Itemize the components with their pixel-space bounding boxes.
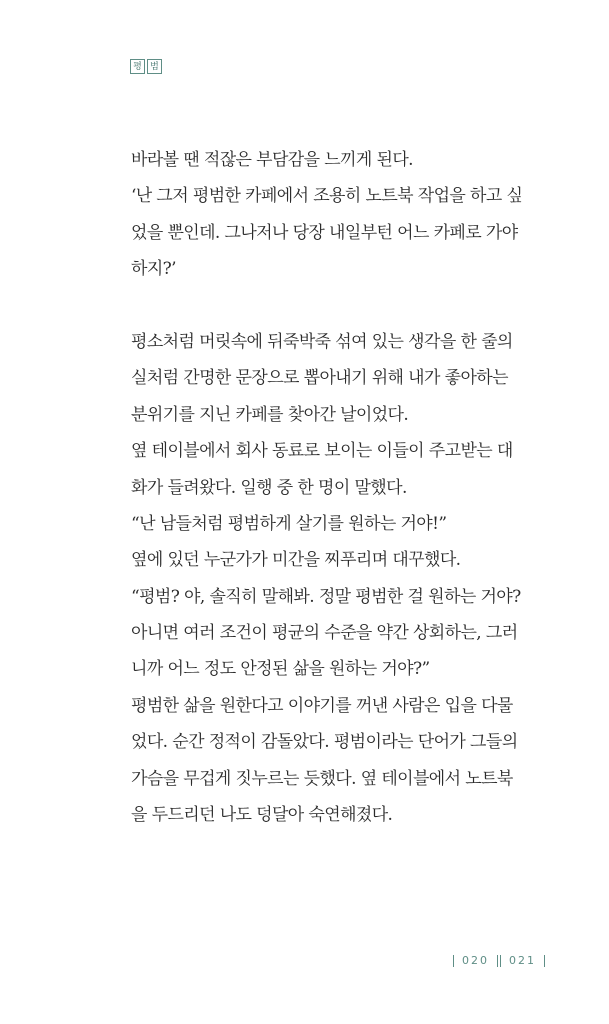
text-line: 옆 테이블에서 회사 동료로 보이는 이들이 주고받는 대	[131, 441, 513, 462]
text-line: 평범한 삶을 원한다고 이야기를 꺼낸 사람은 입을 다물	[131, 695, 513, 716]
separator-bar	[453, 955, 454, 967]
text-line: 옆에 있던 누군가가 미간을 찌푸리며 대꾸했다.	[131, 550, 461, 571]
paragraph-break	[131, 288, 541, 324]
text-line: 었다. 순간 정적이 감돌았다. 평범이라는 단어가 그들의	[131, 732, 518, 753]
text-line: 을 두드리던 나도 덩달아 숙연해졌다.	[131, 805, 393, 826]
body-text	[131, 142, 541, 833]
text-line: 화가 들려왔다. 일행 중 한 명이 말했다.	[131, 477, 407, 498]
chapter-tag	[130, 59, 162, 74]
text-line: 아니면 여러 조건이 평균의 수준을 약간 상회하는, 그러	[131, 623, 518, 644]
separator-double-bar	[497, 955, 501, 967]
text-line: 실처럼 간명한 문장으로 뽑아내기 위해 내가 좋아하는	[131, 368, 508, 389]
text-line: “난 남들처럼 평범하게 살기를 원하는 거야!”	[131, 513, 447, 534]
text-line: 하지?’	[131, 259, 176, 280]
text-line: 니까 어느 정도 안정된 삶을 원하는 거야?”	[131, 659, 430, 680]
left-page-number: 020	[462, 954, 489, 967]
text-line: 평소처럼 머릿속에 뒤죽박죽 섞여 있는 생각을 한 줄의	[131, 331, 513, 352]
text-line: ‘난 그저 평범한 카페에서 조용히 노트북 작업을 하고 싶	[131, 186, 523, 207]
right-page-number: 021	[509, 954, 536, 967]
text-line: 가슴을 무겁게 짓누르는 듯했다. 옆 테이블에서 노트북	[131, 768, 513, 789]
chapter-tag-char: 범	[147, 59, 162, 74]
chapter-tag-char: 평	[130, 59, 145, 74]
text-line: 바라볼 땐 적잖은 부담감을 느끼게 된다.	[131, 150, 413, 170]
separator-bar	[544, 955, 545, 967]
text-line: 분위기를 지닌 카페를 찾아간 날이었다.	[131, 404, 409, 425]
text-line: “평범? 야, 솔직히 말해봐. 정말 평범한 걸 원하는 거야?	[131, 586, 521, 607]
text-line: 었을 뿐인데. 그나저나 당장 내일부턴 어느 카페로 가야	[131, 222, 518, 243]
page-numbers	[445, 954, 553, 967]
